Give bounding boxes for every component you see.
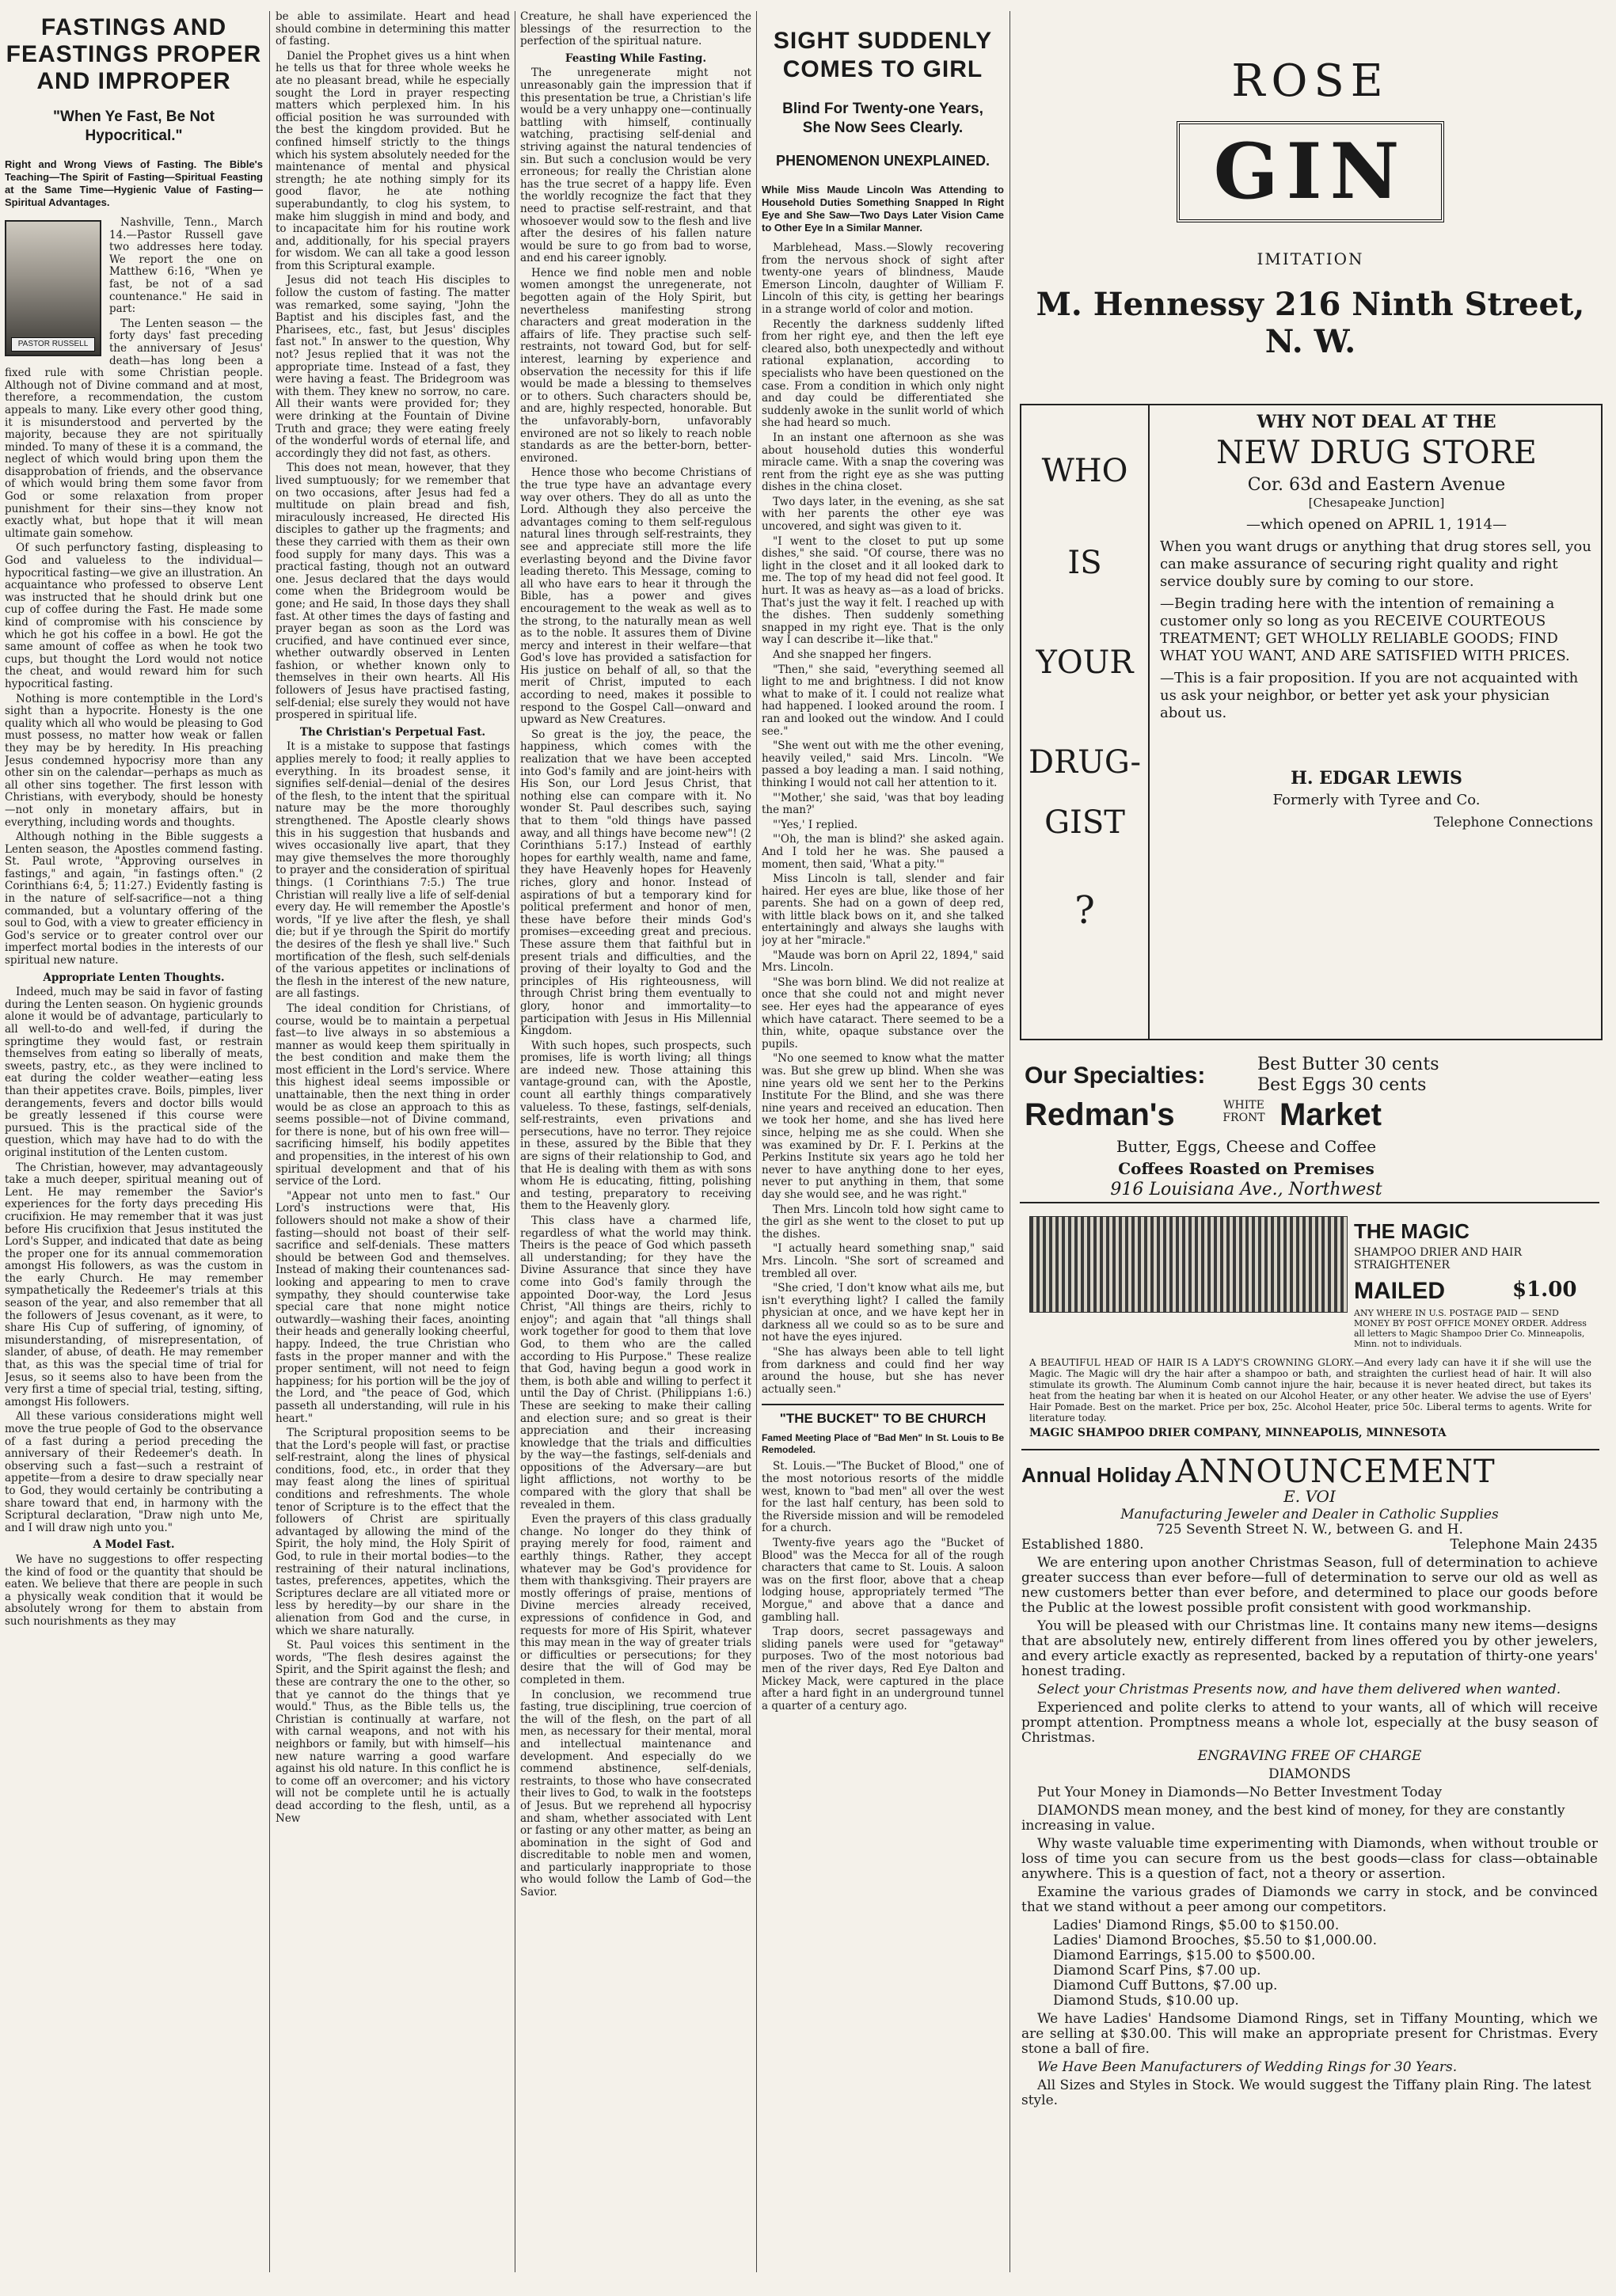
ad-drug-store — [1020, 404, 1603, 1040]
paragraph: Marblehead, Mass.—Slowly recovering from the nervous shock of sight after twenty-one years of blindness, Maude Emerson Lincoln, daughter of William F. Lincoln of this city, is getting her bearings in a strange world of color and motion. — [762, 241, 1004, 316]
ad-specialty-butter: Best Butter 30 cents — [1257, 1055, 1439, 1074]
ad-jeweler-trade: Manufacturing Jeweler and Dealer in Catholic Supplies — [1120, 1507, 1499, 1522]
paragraph: It is a mistake to suppose that fastings applies merely to food; it really applies to everything. In its broadest sense, it signifies self-denial—denial of the desires of the flesh, to the intent that the spiritual nature may be the more thoroughly strengthened. The Apostle clearly shows this in his suggestion that husbands and wives occasionally live apart, that they may give themselves the more thoroughly to prayer and the consideration of spiritual things. (1 Corinthians 7:5.) The true Christian will really live a life of self-denial every day. He will remember the Apostle's words, "If ye live after the flesh, ye shall die; but if ye through the Spirit do mortify the desires of the flesh ye shall live." Such mortification of the flesh, such self-denials of the various appetites or inclinations of the flesh in the interest of the new nature, are all fastings. — [276, 740, 510, 1001]
subheadline: Blind For Twenty-one Years, She Now Sees Clearly. — [782, 101, 983, 136]
paragraph: St. Paul voices this sentiment in the words, "The flesh desires against the Spirit, and the Spirit against the flesh; and these are contrary the one to the other, so that ye cannot do the things that ye would." Thus, as the Bible tells us, the Christian is continually at warfare, not with carnal weapons, and not with his neighbors or family, but with himself—his new nature warring a good warfare against his old nature. In this conflict he is to come off an overcomer; and his victory will not be complete until he is actually dead according to the flesh, until, as a New — [276, 1639, 510, 1825]
ad-magic-company: MAGIC SHAMPOO DRIER COMPANY, MINNEAPOLIS, MINNESOTA — [1029, 1427, 1447, 1439]
ad-drug-text: When you want drugs or anything that drug stores sell, you can make assurance of securing right quality and right service doubly sure by coming to our store. — [1160, 538, 1591, 590]
paragraph: "I actually heard something snap," said Mrs. Lincoln. "She sort of screamed and trembled all over. — [762, 1242, 1004, 1280]
deck: While Miss Maude Lincoln Was Attending to Household Duties Something Snapped In Right Eye and She Saw—Two Days Later Vision Came to Other Eye In a Similar Manner. — [762, 184, 1004, 234]
paragraph: Jesus did not teach His disciples to follow the custom of fasting. The matter was remarked, some saying, "John the Baptist and his disciples fast, and the Pharisees, etc., fast, but Jesus' disciples fast not." In answer to the question, Why not? Jesus replied that it was not the appropriate time. Instead of a fast, they were having a feast. The Bridegroom was with them. They knew no sorrow, no care. All their wants were provided for; they were drinking at the Fountain of Divine Truth and grace; they were eating freely of the wonderful words of eternal life, and accordingly they did not fast, as others. — [276, 274, 510, 460]
ad-telephone: Telephone Main 2435 — [1450, 1537, 1598, 1553]
ad-magic-price: $1.00 — [1512, 1278, 1577, 1302]
ad-price-list — [1021, 1918, 1598, 2009]
paragraph: We have no suggestions to offer respecting the kind of food or the quantity that should be eaten. We believe that there are people in such a physically weak condition that it would be absolutely wrong for them to abstain from such nourishments as they may — [5, 1553, 263, 1628]
paragraph: St. Louis.—"The Bucket of Blood," one of the most notorious resorts of the middle west, known to "bad men" all over the west for the last half century, has been sold to the Riverside mission and will be remodeled for a church. — [762, 1460, 1004, 1535]
paragraph: "Appear not unto men to fast." Our Lord's instructions were that, His followers should not make a show of their fasting—should not boast of their self-sacrifice and self-denials. These matters should be between God and themselves. Instead of making their countenances sad-looking and appearing to men to crave sympathy, they should counterwise take special care that none might notice outwardly—washing their faces, anointing their heads and generally looking cheerful, happy. Indeed, the true Christian who fasts in the proper manner and with the proper sentiment, will not need to feign happiness; for his portion will be the joy of the Lord, and "the peace of God, which passeth all understanding, will rule in his heart." — [276, 1189, 510, 1425]
ad-magic-order: ANY WHERE IN U.S. POSTAGE PAID — SEND MONEY BY POST OFFICE MONEY ORDER. Address all letters to Magic Shampoo Drier Co. Minneapolis, Minn. not to individuals. — [1354, 1308, 1587, 1349]
headline: SIGHT SUDDENLY COMES TO GIRL — [773, 28, 993, 82]
column-1 — [5, 11, 263, 2272]
paragraph: Two days later, in the evening, as she sat with her parents the other eye was uncovered, and sight was given to it. — [762, 495, 1004, 534]
ad-word: ? — [1074, 888, 1095, 933]
ad-drug-opened: —which opened on APRIL 1, 1914— — [1246, 516, 1507, 533]
paragraph: "She was born blind. We did not realize at once that she could not and might never see. Her eyes had the appearance of eyes which have cataract. There seemed to be a thin, white, opaque substance over the pupils. — [762, 975, 1004, 1051]
paragraph: "She went out with me the other evening, heavily veiled," said Mrs. Lincoln. "We passed a boy leading a man. I said nothing, thinking I would not call her attention to it. — [762, 739, 1004, 789]
ad-text: You will be pleased with our Christmas line. It contains many new items—designs that are absolutely new, entirely different from lines offered you by other jewelers, and every article exactly as represented, backed by a reputation of thirty-one years' honest trading. — [1021, 1618, 1598, 1679]
paragraph: This class have a charmed life, regardless of what the world may think. Theirs is the peace of God which passeth all understanding; for they have the Divine Assurance that since they have come into God's family through the appointed Door-way, the Lord Jesus Christ, "All things are theirs, richly to enjoy"; and again that "all things shall work together for good to them that love God, to them who are the called according to His Purpose." These realize that God, having begun a good work in them, is both able and willing to perfect it until the Day of Christ. (Philippians 1:6.) These are seeking to make their calling and election sure; and so great is their appreciation and their increasing knowledge that the trials and difficulties by the way—the fastings, self-denials and oppositions of the Adversary—are but light afflictions, not worthy to be compared with the glory that shall be revealed in them. — [520, 1215, 751, 1511]
ad-jeweler-info — [1021, 1538, 1598, 1553]
column-3 — [520, 11, 751, 2272]
ad-jeweler-name: E. VOI — [1283, 1487, 1336, 1506]
ad-rose-title: ROSE — [1231, 55, 1390, 107]
ad-announcement-title-a: Annual Holiday — [1021, 1463, 1172, 1487]
ad-redman-name: Redman's — [1025, 1097, 1175, 1132]
section-heading: Feasting While Fasting. — [565, 51, 707, 65]
ad-redman-products: Butter, Eggs, Cheese and Coffee — [1116, 1137, 1377, 1156]
portrait-image — [5, 220, 101, 356]
paragraph: The ideal condition for Christians, of course, would be to maintain a perpetual fast—to live always in so abstemious a manner as would keep them spiritually in the best condition and make them the most efficient in the Lord's service. Where this highest ideal seems impossible or unattainable, then the next thing in order would be as close an approach to this as seems possible—not of Divine command, for there is none, but of his own free will—sacrificing himself, his bodily appetites and propensities, in the interest of his own spiritual development and that of his service of the Lord. — [276, 1002, 510, 1188]
paragraph: The Lenten season — the forty days' fast preceding the anniversary of Jesus' death—has long been a fixed rule with some Christian people. Although not of Divine command and at most, therefore, a recommendation, the custom appeals to many. Like every other good thing, it is misunderstood and perverted by the majority, because they are not spiritually minded. To many of these it is a command, the neglect of which would bring upon them the disapprobation of friends, and the observance of which would bring them some favor from God or some relaxation from proper punishment for their sins—they know not exactly what, but hope that it will mean ultimate gain somehow. — [5, 317, 263, 540]
divider — [762, 1404, 1004, 1405]
ad-redman-white-front — [1216, 1099, 1272, 1124]
ad-word: WHO — [1041, 453, 1128, 489]
price-list-item: Ladies' Diamond Brooches, $5.50 to $1,000.00. — [1053, 1933, 1378, 1948]
paragraph: In conclusion, we recommend true fasting, true disciplining, true coercion of the will of the flesh, on the part of all men, as necessary for their mental, moral and intellectual maintenance and development. And especially do we commend abstinence, self-denials, restraints, to those who have consecrated their lives to God, to walk in the footsteps of Jesus. But we reprehend all hypocrisy and sham, whether associated with Lent or fasting or any other matter, as being an abomination in the sight of God and discreditable to noble men and women, and particularly inappropriate to those who would follow the Lamb of God—the Savior. — [520, 1688, 751, 1899]
deck: Right and Wrong Views of Fasting. The Bible's Teaching—The Spirit of Fasting—Spiritual Feasting at the Same Time—Hygienic Value of Fasting—Spiritual Advantages. — [5, 158, 263, 208]
price-list-item: Diamond Earrings, $15.00 to $500.00. — [1053, 1948, 1316, 1963]
column-2 — [276, 11, 510, 2272]
paragraph: Hence we find noble men and noble women amongst the unregenerate, not begotten again of the Holy Spirit, but nevertheless manifesting strong characters and great moderation in the affairs of life. They practise such self-restraints, not toward God, but for self-interest, learning by experience and observation the necessity for this if life would be made a blessing to themselves or to others. Such characters should be, and are, highly respected, honorable. But the unfavorably-born, unfavorably environed are not so likely to reach noble standards as are the better-born, better-environed. — [520, 266, 751, 465]
subheadline: "When Ye Fast, Be Not Hypocritical." — [53, 108, 215, 144]
paragraph: All these various considerations might well move the true people of God to the observance of a fast during a period preceding the anniversary of their Redeemer's death. In observing such a fast—such a restraint of appetite—from a desire to draw specially near to God, they would certainly be contributing a share toward that end, in harmony with the Scriptural declaration, "Draw nigh unto Me, and I will draw nigh unto you." — [5, 1410, 263, 1534]
section-heading: The Christian's Perpetual Fast. — [299, 725, 486, 739]
paragraph: "'Yes,' I replied. — [773, 818, 858, 831]
ad-text: Examine the various grades of Diamonds we carry in stock, and be convinced that we stand without a peer among our competitors. — [1021, 1884, 1598, 1915]
ad-magic-mailed: MAILED — [1354, 1278, 1445, 1304]
ad-drug-owner: H. EDGAR LEWIS — [1291, 768, 1462, 789]
ad-announcement-title-b: ANNOUNCEMENT — [1175, 1454, 1496, 1490]
ad-imitation: IMITATION — [1257, 249, 1364, 268]
ad-magic-name: SHAMPOO DRIER AND HAIR STRAIGHTENER — [1354, 1246, 1523, 1272]
ad-text: Select your Christmas Presents now, and have them delivered when wanted. — [1037, 1682, 1561, 1697]
column-4 — [762, 11, 1004, 2272]
paragraph: "No one seemed to know what the matter was. But she grew up blind. When she was nine years old we sent her to the Perkins Institute For the Blind, and she was there nine years and received an education. Then we took her home, and she has lived here since, helping me as she could. When she was examined by Dr. F. I. Perkins at the Perkins Institute six years ago he told her never to have anything done to her eyes, never to put anything in them, that some day she would see, and he was right." — [762, 1052, 1004, 1201]
ad-diamonds-heading: DIAMONDS — [1268, 1766, 1352, 1782]
deck: Famed Meeting Place of "Bad Men" In St. Louis to Be Remodeled. — [762, 1432, 1004, 1456]
paragraph: Even the prayers of this class gradually change. No longer do they think of praying merely for food, raiment and earthly things. Rather, they accept whatever may be God's providence for them with thanksgiving. Their prayers are mostly offerings of praise, mentions of Divine mercies already received, expressions of confidence in God, and requests for more of His Spirit, whatever this may mean in the way of greater trials or difficulties or persecutions; for they desire that the will of God may be completed in them. — [520, 1513, 751, 1686]
ad-magic-body: A BEAUTIFUL HEAD OF HAIR IS A LADY'S CROWNING GLORY.—And every lady can have it if she will use the Magic. The Magic will dry the hair after a shampoo or bath, and straighten the curliest head of hair. It will also stimulate its growth. The Aluminum Comb cannot injure the hair, because it is never heated direct, but takes its heat from the heating bar when it is heated on our Alcohol Heater, or any other heater. We advise the use of Eyers' Hair Pomade. Best on the market. Price per box, 25c. Alcohol Heater, price 50c. Liberal terms to agents. Write for literature today. — [1029, 1357, 1591, 1424]
paragraph: Creature, he shall have experienced the blessings of the resurrection to the perfection of the spiritual nature. — [520, 11, 751, 48]
paragraph: So great is the joy, the peace, the happiness, which comes with the realization that we have been accepted into God's family and are joint-heirs with His Son, our Lord Jesus Christ, that nothing else can compare with it. No wonder St. Paul describes such, saying that to them "old things have passed away, and all things have become new"! (2 Corinthians 5:17.) Instead of earthly hopes for earthly wealth, name and fame, they have Heavenly hopes for Heavenly riches, glory and honor. Instead of aspirations of but a temporary kind for political preferment and honor of men, these have before their minds God's promises—exceeding great and precious. These assure them that faithful but in present trials and difficulties, and the proving of their loyalty to God and the principles of His righteousness, will through Christ bring them eventually to glory, honor and immortality—to participation with Jesus in His Millennial Kingdom. — [520, 728, 751, 1038]
ad-redman-front: FRONT — [1222, 1112, 1265, 1124]
ad-established: Established 1880. — [1021, 1537, 1144, 1553]
paragraph: "Then," she said, "everything seemed all light to me and brightness. I did not know what to make of it. I could not realize what had happened. I looked around the room. I ran and looked out the window. And I could see." — [762, 663, 1004, 738]
ad-gin-title: GIN — [1177, 121, 1444, 222]
paragraph: Twenty-five years ago the "Bucket of Blood" was the Mecca for all of the rough characters that came to St. Louis. A saloon was on the first floor, above that a cheap lodging house, appropriately termed "The Morgue," and above that a dance and gambling hall. — [762, 1537, 1004, 1624]
paragraph: With such hopes, such prospects, such promises, life is worth living; all things are indeed new. Those attaining this vantage-ground can, with the Apostle, count all earthly things comparatively valueless. To these, fastings, self-denials, self-restraints, even privations and persecutions, have no terror. They rejoice in these, assured by the Bible that they are signs of their relationship to God, and that He is dealing with them as with sons whom He is educating, fitting, polishing and testing, preparatory to receiving them to the Heavenly glory. — [520, 1039, 751, 1213]
ad-redman-address: 916 Louisiana Ave., Northwest — [1110, 1180, 1382, 1199]
ad-word: IS — [1067, 545, 1102, 581]
paragraph: In an instant one afternoon as she was about household duties this wonderful miracle came. With a snap the covering was rent from the right eye as she was putting dishes in the china closet. — [762, 431, 1004, 494]
ad-magic-brand: THE MAGIC — [1354, 1219, 1470, 1243]
paragraph: Indeed, much may be said in favor of fasting during the Lenten season. On hygienic grounds alone it would be of advantage, particularly to all well-to-do and well-fed, if during the springtime they would fast, or restrain themselves from eating so liberally of meats, sweets, pastry, etc., as they were inclined to eat during the colder weather—eating less than their appetites crave. Boils, pimples, liver derangements, fevers and doctor bills would be greatly lessened if this course were pursued. This is the practical side of the question, which may have had to do with the original institution of the Lenten custom. — [5, 986, 263, 1159]
paragraph: Trap doors, secret passageways and sliding panels were used for "getaway" purposes. Two of the most notorious bad men of the river days, Red Eye Dalton and Mickey Mack, were captured in the place after a hard fight in an underground tunnel a quarter of a century ago. — [762, 1625, 1004, 1712]
headline: "THE BUCKET" TO BE CHURCH — [779, 1411, 987, 1427]
headline: FASTINGS AND FEASTINGS PROPER AND IMPROPER — [6, 14, 262, 94]
paragraph: Then Mrs. Lincoln told how sight came to the girl as she went to the closet to put up the dishes. — [762, 1203, 1004, 1241]
ad-redman-white: WHITE — [1223, 1099, 1264, 1112]
ad-text: We are entering upon another Christmas Season, full of determination to achieve greater success than ever before—full of determination to serve our old as well as new customers better than ever before, and determined to place our goods before the Public at the lowest possible profit consistent with good workmanship. — [1021, 1555, 1598, 1616]
ad-drug-main — [1160, 413, 1593, 831]
portrait-caption: PASTOR RUSSELL — [11, 337, 95, 352]
paragraph: Of such perfunctory fasting, displeasing to God and valueless to the individual—hypocritical fasting—we give an illustration. An acquaintance who professed to observe Lent was instructed that he should drink but one cup of coffee during the Fast. He made some kind of compromise with his conscience by which he got his coffee in a bowl. He got the same amount of coffee as when he took two cups, but thought the Lord would not notice the cheat, and would reward him for such hypocritical fasting. — [5, 542, 263, 690]
paragraph: The unregenerate might not unreasonably gain the impression that if this presentation be true, a Christian's life would be a very unhappy one—continually battling with himself, continually watching, practising self-denial and striving against the natural tendencies of sin. But such a conclusion would be very erroneous; for really the Christian alone has the true secret of a happy life. Even the worldly recognize the fact that they need to practise self-restraint, and that whosoever would sow to the flesh and live after the desires of his fallen nature would be sure to go from bad to worse, and end his career ignobly. — [520, 67, 751, 265]
column-rule — [269, 11, 270, 2272]
ad-word: GIST — [1044, 804, 1125, 841]
paragraph: "I went to the closet to put up some dishes," she said. "Of course, there was no light in the closet and it all looked dark to me. The top of my head did not feel good. It hurt. It was as heavy as—as a load of bricks. That's just the way it felt. I reached up with the dishes. Then suddenly something snapped in my right eye. That is the only way I can describe it—like that." — [762, 534, 1004, 647]
paragraph: Hence those who become Christians of the true type have an advantage every way over others. They do all as unto the Lord. Although they also perceive the advantages coming to them self-regulous natural lines through self-restraints, they see and appreciate still more the life everlasting beyond and the Divine favor leading thereto. This Message, coming to all who have ears to hear it through the Bible, has a power and gives encouragement to the weak as well as to the strong, to the naturally mean as well as to the noble. It assures them of Divine mercy and interest in their welfare—that God's love has provided a satisfaction for His justice on behalf of all, so that the merit of Christ, imputed to each according to need, makes it possible to respond to the Gospel Call—onward and upward as New Creatures. — [520, 466, 751, 727]
paragraph: "'Mother,' she said, 'was that boy leading the man?' — [762, 791, 1004, 817]
ad-text: All Sizes and Styles in Stock. We would suggest the Tiffany plain Ring. The latest style. — [1021, 2077, 1591, 2108]
price-list-item: Diamond Studs, $10.00 up. — [1053, 1993, 1239, 2009]
paragraph: "Maude was born on April 22, 1894," said Mrs. Lincoln. — [762, 948, 1004, 975]
comb-illustration — [1029, 1216, 1348, 1313]
paragraph: "She cried, 'I don't know what ails me, but isn't everything light? I called the family physician at once, and we have kept her in darkness all we could so as to be sure and not have the eyes injured. — [762, 1282, 1004, 1344]
column-rule — [756, 11, 757, 2272]
ad-announcement-title — [1021, 1454, 1598, 1490]
paragraph: be able to assimilate. Heart and head should combine in determining this matter of fasting. — [276, 11, 510, 48]
paragraph: Miss Lincoln is tall, slender and fair haired. Her eyes are blue, like those of her parents. She had on a gown of deep red, with little black bows on it, and she talked entertainingly and always she laughs with joy at her "miracle." — [762, 872, 1004, 948]
section-heading: A Model Fast. — [93, 1538, 175, 1552]
ad-specialty-eggs: Best Eggs 30 cents — [1257, 1075, 1427, 1095]
ad-text: Why waste valuable time experimenting with Diamonds, when without trouble or loss of time you can secure from us the best goods—class for class—obtainable anywhere. This is a question of fact, not a theory or assertion. — [1021, 1836, 1598, 1882]
ad-drug-phone: Telephone Connections — [1434, 815, 1593, 831]
price-list-item: Diamond Scarf Pins, $7.00 up. — [1053, 1963, 1261, 1979]
paragraph: "She has always been able to tell light from darkness and could find her way around the house, but she has never actually seen." — [762, 1346, 1004, 1396]
price-list-item: Diamond Cuff Buttons, $7.00 up. — [1053, 1978, 1278, 1994]
section-heading: Appropriate Lenten Thoughts. — [43, 971, 225, 984]
ad-text: DIAMONDS mean money, and the best kind of money, for they are constantly increasing in value. — [1021, 1803, 1565, 1834]
ad-specialties-label: Our Specialties: — [1025, 1062, 1206, 1089]
paragraph: Recently the darkness suddenly lifted from her right eye, and then the left eye cleared also, both unexpectedly and without rational explanation, according to specialists who have been questioned on the case. From a condition in which only night and day could be differentiated she suddenly awoke in the sunlit world of which she had heard so much. — [762, 317, 1004, 430]
paragraph: And she snapped her fingers. — [773, 648, 932, 661]
ad-redman-coffee: Coffees Roasted on Premises — [1118, 1159, 1375, 1178]
paragraph: The Scriptural proposition seems to be that the Lord's people will fast, or practise self-restraint, along the lines of physical conditions, food, etc., in order that they may feast along the lines of spiritual conditions and refreshments. The whole tenor of Scripture is to the effect that the followers of Christ are spiritually advantaged by allowing the mind of the Spirit, the holy mind, the Holy Spirit of God, to rule in their mortal bodies—to the restraining of their natural inclinations, tastes, preferences, appetites, which the Scriptures declare are all vitiated more or less by heredity—by our share in the alienation from God and the curse, in which we share naturally. — [276, 1427, 510, 1637]
dateline: Nashville, Tenn., March 14.—Pastor Russell gave two addresses here today. We report the one on Matthew 6:16, "When ye fast, be not of a sad countenance." He said in part: — [109, 216, 263, 316]
ad-magic-shampoo — [1021, 1211, 1599, 1450]
paragraph: "'Oh, the man is blind?' she asked again. And I told her he was. She paused a moment, then said, 'What a pity.'" — [762, 833, 1004, 871]
paragraph: Although nothing in the Bible suggests a Lenten season, the Apostles commend fasting. St. Paul wrote, "Approving ourselves in fastings," and again, "in fastings often." (2 Corinthians 6:4, 5; 11:27.) Evidently fasting is in the nature of self-sacrifice—not a thing commanded, but a voluntary offering of the soul to God, with a view to greater efficiency in God's service or to greater control over our imperfect mortal bodies in the interests of our spiritual new nature. — [5, 831, 263, 967]
ad-hennessy: M. Hennessy 216 Ninth Street, N. W. — [1036, 286, 1585, 360]
ad-drug-title: WHY NOT DEAL AT THE — [1257, 412, 1496, 432]
ad-text: Put Your Money in Diamonds—No Better Investment Today — [1037, 1785, 1443, 1800]
ad-holiday-announcement — [1021, 1454, 1598, 2264]
paragraph: The Christian, however, may advantageously take a much deeper, spiritual meaning out of Lent. He may remember the Savior's experiences for the forty days preceding His crucifixion. He may remember that it was just before His crucifixion that Jesus instituted the Lord's Supper, and indicated that date as being the proper one for its annual commemoration amongst His followers, as was the custom in the early Church. He may remember sympathetically the Redeemer's trials at this season of the year, and also remember that all the followers of Jesus covenant, as it were, to share His Cup of suffering, of ignominy, of misunderstanding, of misrepresentation, of slander, of abuse, of death. He may remember that, as this was the special time of trial for Jesus, so it seems also to have been from the very first a time of special trial, testing, sifting, amongst His followers. — [5, 1161, 263, 1408]
ad-drug-text: —This is a fair proposition. If you are not acquainted with us ask your neighbor, or better yet ask your physician about us. — [1160, 670, 1579, 721]
subheadline: PHENOMENON UNEXPLAINED. — [775, 153, 991, 169]
paragraph: This does not mean, however, that they lived sumptuously; for we remember that on two occasions, after Jesus had fed a multitude on plain bread and fish, miraculously increased, He directed His disciples to gather up the fragments; and these they carried with them as their own food supply for many days. This was a practical fasting, though not an outward one. Jesus declared that the days would come when the Bridegroom would be gone; and He said, In those days they shall fast. At other times the days of fasting and prayer began as soon as the Lord was crucified, and have continued ever since, whether outwardly observed in Lenten fashion, or whether known only to themselves in their own hearts. All His followers of Jesus have practised fasting, self-denial; else surely they would not have prospered in spiritual life. — [276, 462, 510, 722]
ad-redman-market: Market — [1279, 1097, 1382, 1132]
ad-drug-side — [1021, 405, 1150, 1039]
ad-redmans-market — [1020, 1051, 1599, 1203]
ad-drug-address: Cor. 63d and Eastern Avenue — [1247, 475, 1506, 495]
ad-jeweler-address: 725 Seventh Street N. W., between G. and H. — [1156, 1522, 1463, 1538]
ad-word: YOUR — [1036, 644, 1134, 681]
ad-rose-gin — [1017, 24, 1603, 360]
ad-drug-title: NEW DRUG STORE — [1216, 435, 1537, 471]
ad-text: Experienced and polite clerks to attend to your wants, all of which will receive prompt attention. Promptness means a whole lot, especially at the busy season of Christmas. — [1021, 1700, 1598, 1746]
ad-word: DRUG- — [1028, 744, 1142, 781]
ad-engraving-free: ENGRAVING FREE OF CHARGE — [1197, 1748, 1422, 1764]
paragraph: Daniel the Prophet gives us a hint when he tells us that for three whole weeks he ate no pleasant bread, while he especially sought the Lord in prayer respecting matters which perplexed him. In his official position he was surrounded with the best the kingdom provided. But he confined himself strictly to the things which his system absolutely needed for the maintenance of mental and physical strength; he ate nothing simply for its good flavor, he ate nothing superabundantly, to clog his system, to make him sluggish in mind and body, and to incapacitate him for his routine work and, additionally, for his special prayers for wisdom. We can all take a good lesson from this Scriptural example. — [276, 49, 510, 272]
ad-text: We have Ladies' Handsome Diamond Rings, set in Tiffany Mounting, which we are selling at $30.00. This will make an appropriate present for Christmas. Every stone a ball of fire. — [1021, 2011, 1598, 2057]
price-list-item: Ladies' Diamond Rings, $5.00 to $150.00. — [1053, 1918, 1340, 1933]
ad-drug-formerly: Formerly with Tyree and Co. — [1272, 792, 1481, 808]
paragraph: Nothing is more contemptible in the Lord's sight than a hypocrite. Honesty is the one quality which all who would be pleasing to God must possess, no matter how weak or fallen they may be by heredity. In His preaching Jesus condemned hypocrisy more than any other sin on the calendar—perhaps as much as all other sins together. The first lesson with Christians, with everybody, should be honesty—not only in monetary affairs, but in everything, including words and thoughts. — [5, 692, 263, 829]
ad-text: We Have Been Manufacturers of Wedding Rings for 30 Years. — [1037, 2059, 1458, 2075]
ad-drug-junction: [Chesapeake Junction] — [1308, 496, 1445, 510]
ad-drug-text: —Begin trading here with the intention of remaining a customer only so long as you RECEIVE COURTEOUS TREATMENT; GET WHOLLY RELIABLE GOODS; FIND WHAT YOU WANT, AND ARE SATISFIED WITH PRICES. — [1160, 595, 1570, 664]
